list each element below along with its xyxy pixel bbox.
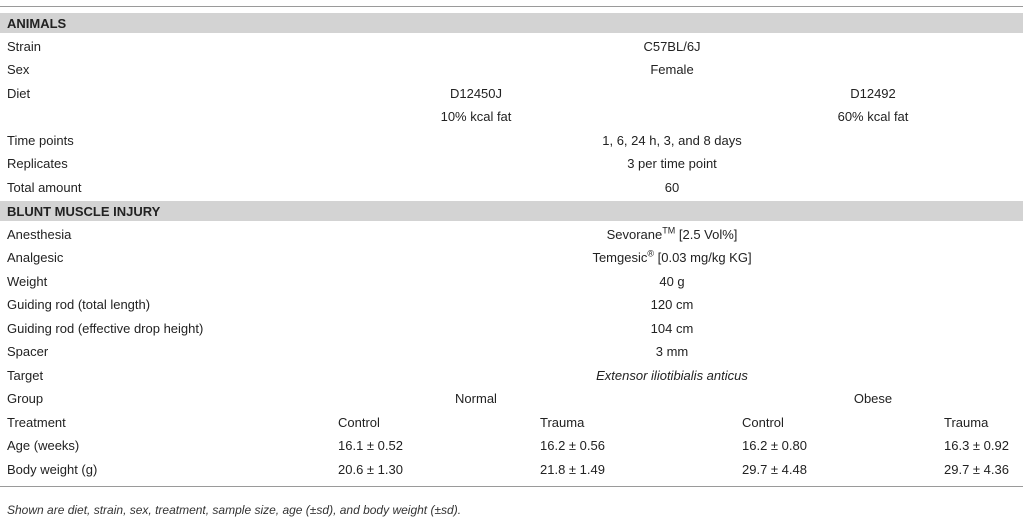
diet-obese-code: D12492: [850, 86, 896, 101]
row-label: Guiding rod (effective drop height): [7, 321, 204, 336]
treatment-obese-trauma: Trauma: [944, 415, 989, 430]
row-value: [607, 227, 738, 242]
diet-normal-fat: 10% kcal fat: [440, 109, 512, 124]
row-value: 40 g: [659, 274, 685, 289]
section-header-injury: [0, 201, 1023, 221]
row-value: Extensor iliotibialis anticus: [596, 368, 748, 383]
table-row: [0, 364, 1023, 387]
treatment-normal-control: Control: [338, 415, 380, 430]
section-header-animals: [0, 13, 1023, 33]
table-row: [0, 176, 1023, 199]
group-normal: Normal: [455, 391, 497, 406]
row-value: 104 cm: [650, 321, 694, 336]
table-row: [0, 411, 1023, 434]
section-title: BLUNT MUSCLE INJURY: [7, 204, 161, 219]
table-row: [0, 293, 1023, 316]
row-label: Analgesic: [7, 250, 64, 265]
age-obese-control: 16.2 ± 0.80: [742, 438, 807, 453]
row-label: Treatment: [7, 415, 66, 430]
row-value: Female: [650, 62, 694, 77]
group-obese: Obese: [853, 391, 893, 406]
value-text: Temgesic: [592, 250, 648, 265]
table-row: [0, 223, 1023, 246]
table-row: [0, 105, 1023, 128]
row-value: 60: [664, 180, 680, 195]
table-row: [0, 246, 1023, 269]
table-row: [0, 340, 1023, 363]
registered-mark: ®: [647, 248, 655, 259]
table-footnote: Shown are diet, strain, sex, treatment, sample size, age (±sd), and body weight (±sd).: [7, 503, 462, 517]
table-row: [0, 58, 1023, 81]
diet-normal-code: D12450J: [449, 86, 503, 101]
trademark-mark: TM: [662, 225, 676, 236]
section-title: ANIMALS: [7, 16, 67, 31]
row-label: Sex: [7, 62, 30, 77]
weight-normal-control: 20.6 ± 1.30: [338, 462, 403, 477]
row-value: 3 mm: [655, 344, 689, 359]
row-label: Diet: [7, 86, 31, 101]
value-text: Sevorane: [606, 227, 663, 242]
table-row: [0, 387, 1023, 410]
row-label: Anesthesia: [7, 227, 72, 242]
value-text: [2.5 Vol%]: [675, 227, 738, 242]
row-label: Target: [7, 368, 44, 383]
row-label: Replicates: [7, 156, 68, 171]
row-label: Weight: [7, 274, 48, 289]
table-row: [0, 434, 1023, 457]
row-label: Time points: [7, 133, 74, 148]
weight-obese-trauma: 29.7 ± 4.36: [944, 462, 1009, 477]
row-label: Guiding rod (total length): [7, 297, 151, 312]
diet-obese-fat: 60% kcal fat: [837, 109, 909, 124]
treatment-obese-control: Control: [742, 415, 784, 430]
weight-normal-trauma: 21.8 ± 1.49: [540, 462, 605, 477]
row-label: Strain: [7, 39, 41, 54]
row-value: C57BL/6J: [643, 39, 701, 54]
row-label: Group: [7, 391, 44, 406]
table-top-rule: [0, 6, 1023, 7]
age-obese-trauma: 16.3 ± 0.92: [944, 438, 1009, 453]
table-row: [0, 82, 1023, 105]
table-row: [0, 458, 1023, 481]
row-label: Body weight (g): [7, 462, 98, 477]
table-row: [0, 317, 1023, 340]
row-value: 120 cm: [650, 297, 694, 312]
row-label: Spacer: [7, 344, 49, 359]
weight-obese-control: 29.7 ± 4.48: [742, 462, 807, 477]
table-bottom-rule: [0, 486, 1023, 487]
treatment-normal-trauma: Trauma: [540, 415, 585, 430]
row-value: 3 per time point: [627, 156, 717, 171]
row-label: Total amount: [7, 180, 82, 195]
value-text: [0.03 mg/kg KG]: [654, 250, 752, 265]
table-row: [0, 152, 1023, 175]
row-value: [592, 250, 751, 265]
age-normal-trauma: 16.2 ± 0.56: [540, 438, 605, 453]
table-row: [0, 35, 1023, 58]
row-value: 1, 6, 24 h, 3, and 8 days: [602, 133, 742, 148]
table-row: [0, 129, 1023, 152]
age-normal-control: 16.1 ± 0.52: [338, 438, 403, 453]
row-label: Age (weeks): [7, 438, 80, 453]
table-row: [0, 270, 1023, 293]
